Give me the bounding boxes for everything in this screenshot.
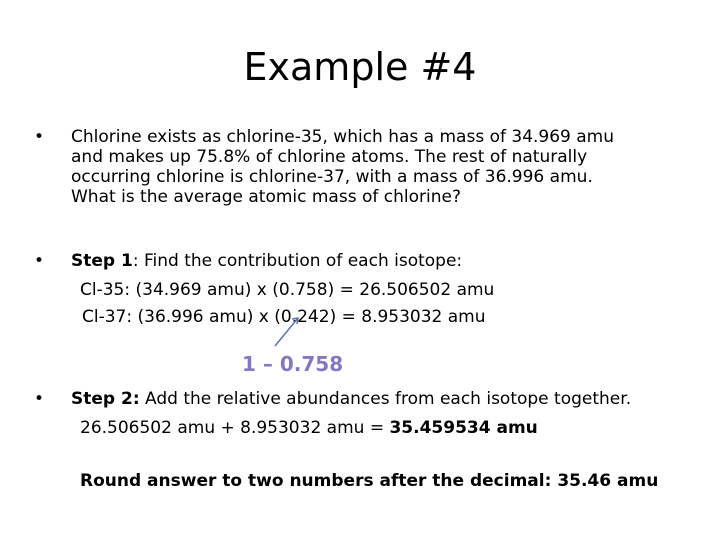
cl35-calculation: Cl-35: (34.969 amu) x (0.758) = 26.506502 amu [80, 280, 495, 300]
problem-line: What is the average atomic mass of chlorine? [71, 187, 461, 207]
step2-heading [71, 389, 631, 409]
bullet-problem: • [34, 127, 45, 147]
cl37-calculation: Cl-37: (36.996 amu) x (0.242) = 8.953032 amu [82, 307, 486, 327]
slide-title: Example #4 [243, 45, 477, 89]
problem-line: occurring chlorine is chlorine-37, with a mass of 36.996 amu. [71, 167, 593, 187]
bullet-step2: • [34, 389, 45, 409]
sum-calculation [80, 418, 538, 438]
bullet-step1: • [34, 251, 45, 271]
sum-text: 26.506502 amu + 8.953032 amu = [80, 418, 390, 438]
problem-line: Chlorine exists as chlorine-35, which has a mass of 34.969 amu [71, 127, 615, 147]
abundance-annotation: 1 – 0.758 [242, 352, 344, 376]
problem-line: and makes up 75.8% of chlorine atoms. The rest of naturally [71, 147, 588, 167]
step2-text: Add the relative abundances from each isotope together. [139, 389, 632, 409]
step1-label: Step 1 [71, 251, 133, 271]
step1-text: : Find the contribution of each isotope: [132, 251, 463, 271]
final-answer: Round answer to two numbers after the decimal: 35.46 amu [80, 471, 659, 491]
sum-result: 35.459534 amu [389, 418, 538, 438]
step2-label: Step 2: [71, 389, 140, 409]
